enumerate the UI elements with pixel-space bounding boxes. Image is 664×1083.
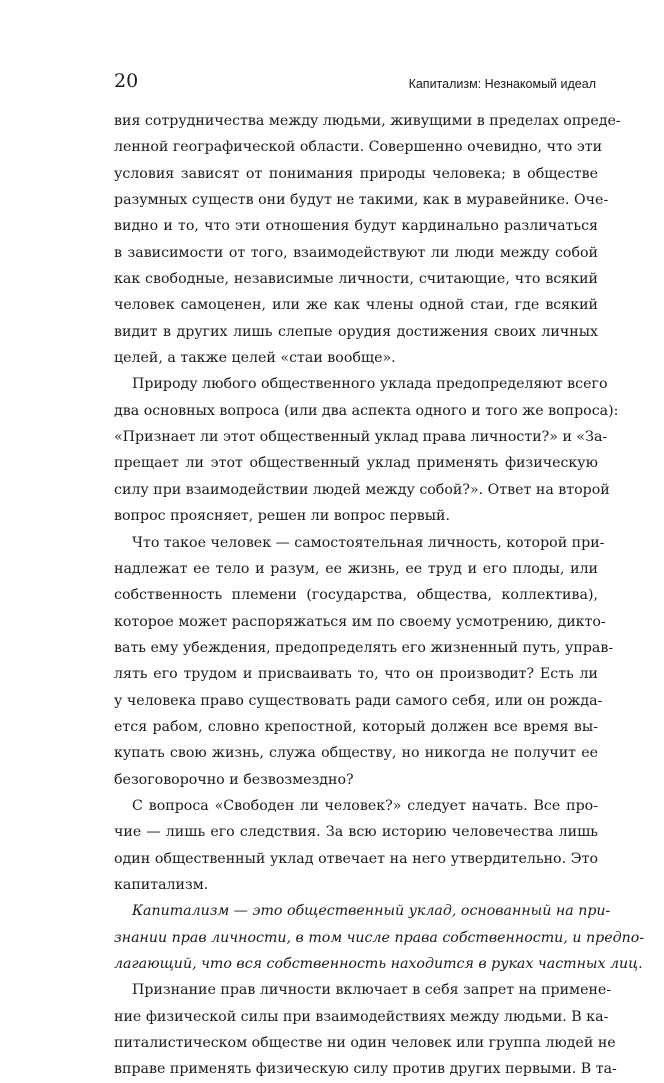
text-line: вия сотрудничества между людьми, живущими в пределах опреде- (114, 113, 621, 129)
text-line: которое может распоряжаться им по своему усмотрению, дикто- (114, 613, 606, 630)
text-line: купать свою жизнь, служа обществу, но никогда не получит ее (114, 745, 598, 762)
definition-line: Капитализм — это общественный уклад, основанный на при- (132, 903, 611, 920)
definition-line: лагающий, что вся собственность находится в руках частных лиц. (114, 956, 643, 972)
text-line: вопрос проясняет, решен ли вопрос первый. (114, 508, 450, 525)
text-line: собственность племени (государства, общества, коллектива), (114, 587, 598, 604)
body-text (114, 108, 645, 1083)
text-line: вать ему убеждения, предопределять его жизненный путь, управ- (114, 639, 614, 656)
text-line: два основных вопроса (или два аспекта одного и того же вопроса): (114, 402, 619, 419)
text-line: чие — лишь его следствия. За всю историю человечества лишь (114, 824, 598, 841)
text-line: Что такое человек — самостоятельная личность, которой при- (132, 534, 605, 551)
text-line: целей, а также целей «стаи вообще». (114, 350, 396, 367)
text-line: как свободные, независимые личности, считающие, что всякий (114, 271, 598, 288)
text-line: прещает ли этот общественный уклад применять физическую (114, 455, 598, 472)
text-line: человек самоценен, или же как члены одной стаи, где всякий (114, 297, 598, 314)
text-line: условия зависят от понимания природы человека; в обществе (114, 165, 598, 182)
text-line: питалистическом обществе ни один человек или группа людей не (114, 1035, 616, 1052)
text-line: один общественный уклад отвечает на него утвердительно. Это (114, 850, 598, 867)
text-line: надлежат ее тело и разум, ее жизнь, ее труд и его плоды, или (114, 560, 598, 577)
text-line: видно и то, что эти отношения будут кардинально различаться (114, 218, 598, 235)
text-line: С вопроса «Свободен ли человек?» следует начать. Все про- (132, 797, 598, 814)
text-line: ние физической силы при взаимодействиях между людьми. В ка- (114, 1008, 609, 1025)
text-line: капитализм. (114, 876, 209, 893)
text-line: ется рабом, словно крепостной, который должен все время вы- (114, 718, 598, 735)
text-line: разумных существ они будут не такими, как в муравейнике. Оче- (114, 192, 609, 209)
text-line: «Признает ли этот общественный уклад права личности?» и «За- (114, 429, 608, 446)
page-number: 20 (114, 70, 139, 92)
running-title: Капитализм: Незнакомый идеал (408, 77, 596, 91)
text-line: лять его трудом и присваивать то, что он производит? Есть ли (114, 666, 598, 683)
text-line: видит в других лишь слепые орудия достижения своих личных (114, 323, 598, 340)
text-line: силу при взаимодействии людей между собой?». Ответ на второй (114, 481, 610, 498)
definition-line: знании прав личности, в том числе права собственности, и предпо- (114, 929, 645, 946)
text-line: ленной географической области. Совершенно очевидно, что эти (114, 139, 603, 156)
text-line: Природу любого общественного уклада предопределяют всего (132, 376, 608, 393)
text-line: Признание прав личности включает в себя запрет на примене- (132, 982, 612, 999)
text-line: вправе применять физическую силу против других первыми. В та- (114, 1061, 617, 1078)
text-line: у человека право существовать ради самого себя, или он рожда- (114, 692, 603, 709)
text-line: безоговорочно и безвозмездно? (114, 771, 354, 788)
text-line: в зависимости от того, взаимодействуют ли люди между собой (114, 244, 598, 261)
